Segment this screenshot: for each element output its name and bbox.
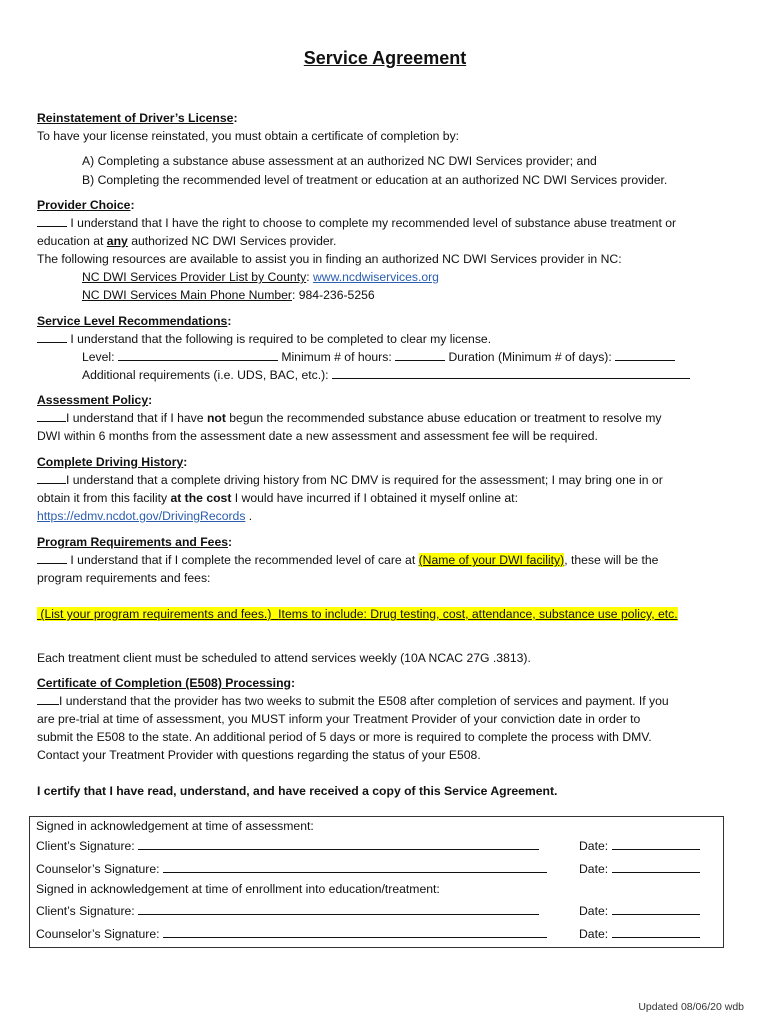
initial-blank[interactable] bbox=[37, 551, 67, 564]
assessment-policy-heading: Assessment Policy bbox=[37, 393, 149, 407]
service-level-heading-row: Service Level Recommendations: bbox=[37, 314, 232, 328]
emphasis-not: not bbox=[206, 411, 226, 425]
duration-field[interactable] bbox=[615, 348, 675, 361]
assessment-sign-heading: Signed in acknowledgement at time of assessment: bbox=[36, 819, 314, 833]
driving-history-line2-post: I would have incurred if I obtained it myself online at: bbox=[231, 491, 518, 505]
certificate-line1 bbox=[37, 692, 669, 710]
driving-history-line1 bbox=[37, 471, 663, 489]
counselor-signature-row-2 bbox=[36, 925, 547, 943]
client-signature-field[interactable] bbox=[138, 902, 539, 915]
driving-history-line2 bbox=[37, 489, 518, 507]
client-date-row-2 bbox=[579, 902, 700, 920]
date-label: Date: bbox=[579, 862, 609, 876]
certificate-text-1: I understand that the provider has two weeks to submit the E508 after completion of services and payment. If you bbox=[59, 694, 669, 708]
enrollment-sign-heading: Signed in acknowledgement at time of enrollment into education/treatment: bbox=[36, 882, 440, 896]
certificate-line4: Contact your Treatment Provider with questions regarding the status of your E508. bbox=[37, 748, 481, 762]
driving-history-line2-pre: obtain it from this facility bbox=[37, 491, 171, 505]
service-level-fields-row bbox=[82, 348, 675, 366]
reinstatement-heading: Reinstatement of Driver’s License bbox=[37, 111, 234, 125]
driving-history-link-row: https://edmv.ncdot.gov/DrivingRecords . bbox=[37, 509, 253, 523]
driving-records-link[interactable]: https://edmv.ncdot.gov/DrivingRecords bbox=[37, 509, 246, 523]
page-title: Service Agreement bbox=[303, 48, 467, 68]
provider-list-row: NC DWI Services Provider List by County: www.ncdwiservices.org bbox=[82, 270, 439, 284]
facility-name-placeholder[interactable]: (Name of your DWI facility) bbox=[418, 553, 565, 567]
assessment-policy-line1 bbox=[37, 409, 662, 427]
program-requirements-row bbox=[37, 605, 678, 623]
initial-blank[interactable] bbox=[37, 214, 67, 227]
driving-history-text: I understand that a complete driving history from NC DMV is required for the assessment; I may bring one in or bbox=[66, 473, 663, 487]
counselor-signature-row-1 bbox=[36, 860, 547, 878]
assessment-policy-heading-row: Assessment Policy: bbox=[37, 393, 153, 407]
reinstatement-option-a: A) Completing a substance abuse assessment at an authorized NC DWI Services provider; and bbox=[82, 154, 597, 168]
provider-choice-heading-row: Provider Choice: bbox=[37, 198, 135, 212]
provider-phone-row: NC DWI Services Main Phone Number: 984-236-5256 bbox=[82, 288, 375, 302]
counselor-signature-field[interactable] bbox=[163, 925, 547, 938]
client-date-field[interactable] bbox=[612, 837, 700, 850]
assessment-policy-line1-pre: I understand that if I have bbox=[66, 411, 207, 425]
additional-requirements-label: Additional requirements (i.e. UDS, BAC, etc.): bbox=[82, 368, 329, 382]
program-line1 bbox=[37, 551, 658, 569]
certificate-heading: Certificate of Completion (E508) Processing bbox=[37, 676, 291, 690]
certificate-line2: are pre-trial at time of assessment, you MUST inform your Treatment Provider of your conviction date in order to bbox=[37, 712, 641, 726]
certificate-line3: submit the E508 to the state. An additional period of 5 days or more is required to complete the process with DMV. bbox=[37, 730, 652, 744]
counselor-date-row-1 bbox=[579, 860, 700, 878]
provider-choice-text: I understand that I have the right to choose to complete my recommended level of substance abuse treatment or bbox=[70, 216, 677, 230]
level-label: Level: bbox=[82, 350, 115, 364]
provider-choice-heading: Provider Choice bbox=[37, 198, 131, 212]
program-line1-post: , these will be the bbox=[564, 553, 659, 567]
provider-choice-line1 bbox=[37, 214, 676, 232]
client-signature-label: Client’s Signature: bbox=[36, 904, 135, 918]
min-hours-label: Minimum # of hours: bbox=[281, 350, 392, 364]
min-hours-field[interactable] bbox=[395, 348, 445, 361]
counselor-signature-label: Counselor’s Signature: bbox=[36, 927, 160, 941]
provider-list-link[interactable]: www.ncdwiservices.org bbox=[312, 270, 439, 284]
client-signature-label: Client’s Signature: bbox=[36, 839, 135, 853]
client-date-field[interactable] bbox=[612, 902, 700, 915]
counselor-date-row-2 bbox=[579, 925, 700, 943]
counselor-date-field[interactable] bbox=[612, 925, 700, 938]
date-label: Date: bbox=[579, 839, 609, 853]
service-level-line1 bbox=[37, 330, 491, 348]
date-label: Date: bbox=[579, 927, 609, 941]
service-level-text: I understand that the following is required to be completed to clear my license. bbox=[70, 332, 492, 346]
reinstatement-heading-row: Reinstatement of Driver’s License: bbox=[37, 111, 238, 125]
level-field[interactable] bbox=[118, 348, 278, 361]
reinstatement-option-b: B) Completing the recommended level of treatment or education at an authorized NC DWI Services provider. bbox=[82, 173, 668, 187]
provider-list-label: NC DWI Services Provider List by County bbox=[82, 270, 307, 284]
client-signature-row-2 bbox=[36, 902, 539, 920]
assessment-policy-line1-post: begun the recommended substance abuse education or treatment to resolve my bbox=[225, 411, 662, 425]
certify-statement: I certify that I have read, understand, and have received a copy of this Service Agreement. bbox=[37, 784, 558, 798]
program-heading-row: Program Requirements and Fees: bbox=[37, 535, 233, 549]
additional-requirements-row bbox=[82, 366, 690, 384]
initial-blank[interactable] bbox=[37, 692, 59, 705]
program-requirements-placeholder[interactable]: (List your program requirements and fees.) Items to include: Drug testing, cost, attendance, substance use policy, etc. bbox=[37, 607, 678, 621]
provider-phone-number: 984-236-5256 bbox=[298, 288, 375, 302]
counselor-signature-label: Counselor’s Signature: bbox=[36, 862, 160, 876]
provider-choice-line2 bbox=[37, 232, 336, 250]
additional-requirements-field[interactable] bbox=[332, 366, 690, 379]
initial-blank[interactable] bbox=[37, 409, 66, 422]
provider-choice-line2-post: authorized NC DWI Services provider. bbox=[127, 234, 337, 248]
provider-choice-line3: The following resources are available to assist you in finding an authorized NC DWI Services provider in NC: bbox=[37, 252, 622, 266]
weekly-note: Each treatment client must be scheduled to attend services weekly (10A NCAC 27G .3813). bbox=[37, 651, 531, 665]
program-heading: Program Requirements and Fees bbox=[37, 535, 228, 549]
counselor-date-field[interactable] bbox=[612, 860, 700, 873]
footer-updated: Updated 08/06/20 wdb bbox=[638, 1001, 744, 1013]
counselor-signature-field[interactable] bbox=[163, 860, 547, 873]
client-date-row-1 bbox=[579, 837, 700, 855]
client-signature-row-1 bbox=[36, 837, 539, 855]
service-level-heading: Service Level Recommendations bbox=[37, 314, 228, 328]
duration-label: Duration (Minimum # of days): bbox=[448, 350, 612, 364]
provider-choice-line2-pre: education at bbox=[37, 234, 107, 248]
date-label: Date: bbox=[579, 904, 609, 918]
emphasis-any: any bbox=[106, 234, 128, 248]
program-line1-pre: I understand that if I complete the recommended level of care at bbox=[70, 553, 419, 567]
emphasis-at-the-cost: at the cost bbox=[170, 491, 232, 505]
initial-blank[interactable] bbox=[37, 471, 66, 484]
reinstatement-intro: To have your license reinstated, you must obtain a certificate of completion by: bbox=[37, 129, 460, 143]
driving-history-heading: Complete Driving History bbox=[37, 455, 184, 469]
assessment-policy-line2: DWI within 6 months from the assessment date a new assessment and assessment fee will be required. bbox=[37, 429, 598, 443]
provider-phone-label: NC DWI Services Main Phone Number bbox=[82, 288, 292, 302]
driving-history-heading-row: Complete Driving History: bbox=[37, 455, 188, 469]
client-signature-field[interactable] bbox=[138, 837, 539, 850]
certificate-heading-row: Certificate of Completion (E508) Processing: bbox=[37, 676, 296, 690]
program-line2: program requirements and fees: bbox=[37, 571, 211, 585]
initial-blank[interactable] bbox=[37, 330, 67, 343]
